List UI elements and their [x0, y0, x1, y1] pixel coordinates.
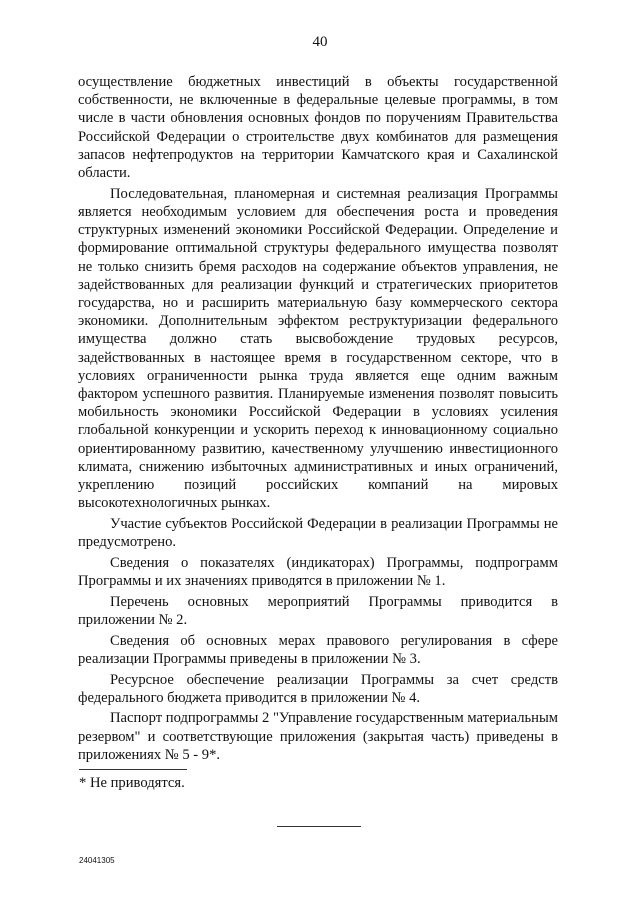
paragraph: Паспорт подпрограммы 2 "Управление государственным материальным резервом" и соответствующие приложения (закрытая часть) приведены в приложениях № 5 - 9*.: [78, 710, 558, 763]
document-code: 24041305: [79, 856, 115, 865]
footnote: * Не приводятся.: [79, 775, 185, 791]
paragraph: Последовательная, планомерная и системная реализация Программы является необходимым условием для обеспечения роста и проведения структурных изменений экономики Российской Федерации. Определение и формирование оптимальной структуры федерального имущества позволят не только снизить бремя расходов на содержание объектов управления, не задействованных для реализации функций и стратегических приоритетов государства, но и расширить материальную базу коммерческого сектора экономики. Дополнительным эффектом реструктуризации федерального имущества должно стать высвобождение трудовых ресурсов, задействованных в настоящее время в государственном секторе, что в условиях ограниченности рынка труда является еще одним важным фактором успешного развития. Планируемые изменения позволят повысить мобильность экономики Российской Федерации в условиях усиления глобальной конкуренции и ускорить переход к инновационному социально ориентированному развитию, качественному улучшению инвестиционного климата, снижению избыточных административных и иных ограничений, укреплению позиций российских компаний на мировых высокотехнологичных рынках.: [78, 185, 558, 512]
end-of-document-rule: [277, 826, 361, 827]
body-text: [78, 73, 558, 767]
paragraph: Участие субъектов Российской Федерации в реализации Программы не предусмотрено.: [78, 515, 558, 551]
paragraph: Сведения о показателях (индикаторах) Программы, подпрограмм Программы и их значениях приводятся в приложении № 1.: [78, 554, 558, 589]
paragraph: Перечень основных мероприятий Программы приводится в приложении № 2.: [78, 593, 558, 628]
paragraph: Ресурсное обеспечение реализации Программы за счет средств федерального бюджета приводится в приложении № 4.: [78, 671, 558, 706]
footnote-separator: [79, 769, 187, 770]
paragraph: осуществление бюджетных инвестиций в объекты государственной собственности, не включенные в федеральные целевые программы, в том числе в части обновления основных фондов по поручениям Правительства Российской Федерации о строительстве двух комбинатов для размещения запасов нефтепродуктов на территории Камчатского края и Сахалинской области.: [78, 74, 558, 182]
paragraph: Сведения об основных мерах правового регулирования в сфере реализации Программы приведены в приложении № 3.: [78, 632, 558, 667]
page-number: 40: [312, 34, 328, 50]
